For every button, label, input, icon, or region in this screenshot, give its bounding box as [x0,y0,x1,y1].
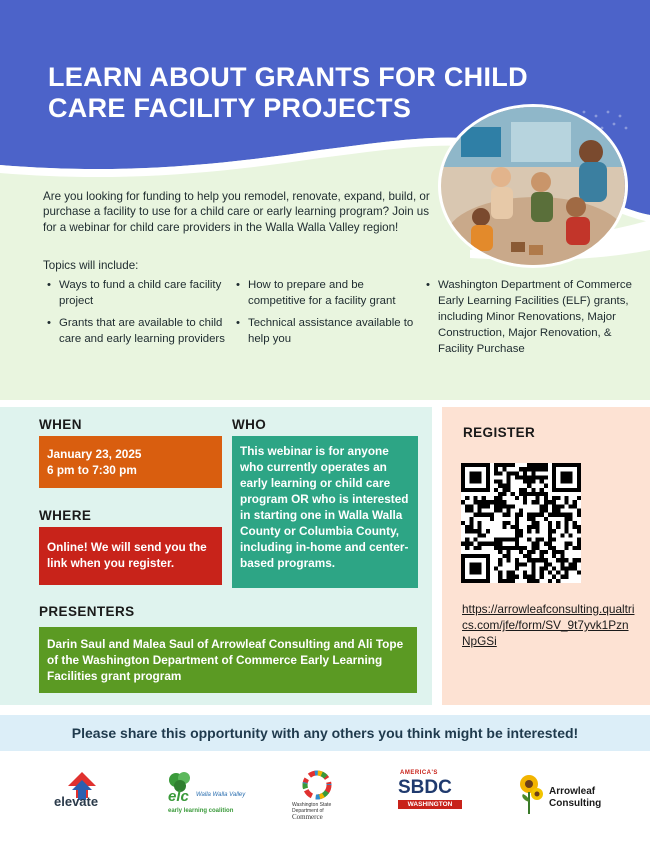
where-box: Online! We will send you the link when you register. [39,527,222,585]
commerce-line-1: Washington State [292,802,332,808]
presenters-label: PRESENTERS [39,604,135,619]
presenters-box: Darin Saul and Malea Saul of Arrowleaf Consulting and Ali Tope of the Washington Department of Commerce Early Learning Facilities grant program [39,627,417,693]
topics-column-1 [47,277,227,353]
who-box: This webinar is for anyone who currently operates an early learning or child care program OR who is interested in starting one in Walla Walla County or Columbia County, including in-home and center-based programs. [232,436,418,588]
event-date: January 23, 2025 [47,447,142,461]
registration-link[interactable]: https://arrowleafconsulting.qualtrics.com/jfe/form/SV_9t7yvk1PznNpGSi [462,602,635,648]
sbdc-main: SBDC [398,777,452,798]
where-label: WHERE [39,508,92,523]
event-time: 6 pm to 7:30 pm [47,463,137,477]
commerce-line-2: Department of [292,808,324,814]
topics-column-2 [236,277,416,353]
when-box [39,436,222,488]
register-label: REGISTER [463,425,536,440]
page-title: LEARN ABOUT GRANTS FOR CHILD CARE FACILITY PROJECTS [48,62,528,123]
topics-column-3 [426,277,636,363]
arrowleaf-line-1: Arrowleaf [549,786,596,797]
elevate-logo [52,770,112,820]
topic-item: • Technical assistance available to help you [236,315,416,347]
arrowleaf-logo [515,772,605,820]
intro-paragraph: Are you looking for funding to help you remodel, renovate, expand, build, or purchase a facility to use for a child care or early learning program? Join us for a webinar for child care providers in the Walla Walla Valley region! [43,190,430,234]
topic-item: • Washington Department of Commerce Early Learning Facilities (ELF) grants, including Minor Renovations, Major Construction, Major Renovation, & Facility Purchase [426,277,636,357]
who-label: WHO [232,417,267,432]
elc-wordmark: elc [168,788,189,805]
sbdc-bottom: WASHINGTON [398,800,462,809]
share-message: Please share this opportunity with any others you think might be interested! [71,725,579,741]
elc-name: Walla Walla Valley [196,792,246,798]
topics-heading: Topics will include: [43,259,139,272]
commerce-line-3: Commerce [292,813,323,821]
sbdc-logo [398,770,462,814]
sbdc-top: AMERICA'S [400,770,438,776]
topic-item: • Ways to fund a child care facility project [47,277,227,309]
elc-tagline: early learning coalition [168,808,234,814]
when-label: WHEN [39,417,82,432]
elevate-wordmark: elevate [54,794,99,809]
topic-item: • Grants that are available to child care and early learning providers [47,315,227,347]
classroom-photo [438,104,628,268]
early-learning-coalition-logo [166,770,246,820]
arrowleaf-line-2: Consulting [549,798,602,809]
registration-qr-code[interactable] [461,463,581,583]
commerce-logo [292,770,352,820]
topic-item: • How to prepare and be competitive for a facility grant [236,277,416,309]
